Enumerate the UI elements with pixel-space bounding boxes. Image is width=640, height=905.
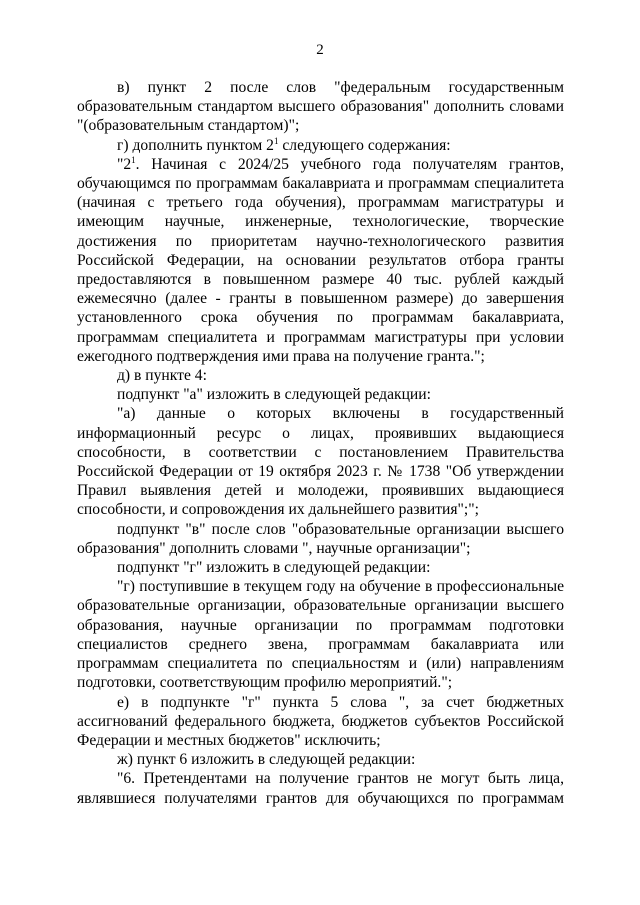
paragraph-item-zh bbox=[77, 750, 564, 769]
paragraph-item-g bbox=[77, 136, 564, 155]
paragraph-subitem-g bbox=[77, 558, 564, 577]
paragraph-text: "6. Претендентами на получение грантов не могут быть лица, являвшиеся получателями грантов для обучающихся по программам bbox=[77, 770, 564, 807]
paragraph-text: "г) поступившие в текущем году на обучение в профессиональные образовательные организации, образовательные организации высшего образования, научные организации по программам подготовки специалистов среднего звена, программам бакалавриата или программам специалитета по специальностям и (или) направлениям подготовки, соответствующим профилю мероприятий."; bbox=[77, 578, 564, 692]
paragraph-text: подпункт "в" после слов "образовательные организации высшего образования" дополнить словами ", научные организации"; bbox=[77, 520, 564, 557]
page-number: 2 bbox=[316, 42, 324, 58]
paragraph-subitem-v bbox=[77, 520, 564, 558]
paragraph-item-e bbox=[77, 693, 564, 751]
paragraph-text: . Начиная с 2024/25 учебного года получателям грантов, обучающимся по программам бакалавриата и программам специалитета (начиная с третьего года обучения), программам магистратуры и имеющим научные, инженерные, технологические, творческие достижения по приоритетам научно-технологического развития Российской Федерации, на основании результатов отбора гранты предоставляются в повышенном размере 40 тыс. рублей каждый ежемесячно (далее - гранты в повышенном размере) до завершения установленного срока обучения по программам бакалавриата, программам специалитета и программам магистратуры при условии ежегодного подтверждения ими права на получение гранта."; bbox=[77, 155, 564, 365]
superscript: 1 bbox=[131, 154, 136, 165]
paragraph-text: подпункт "г" изложить в следующей редакции: bbox=[117, 559, 431, 577]
document-body bbox=[77, 78, 564, 808]
paragraph-text: подпункт "а" изложить в следующей редакции: bbox=[117, 386, 431, 404]
paragraph-item-d bbox=[77, 366, 564, 385]
paragraph-text: г) дополнить пунктом 2 bbox=[117, 136, 274, 154]
paragraph-text: "2 bbox=[117, 155, 132, 173]
paragraph-text: е) в подпункте "г" пункта 5 слова ", за счет бюджетных ассигнований федерального бюджета, бюджетов субъектов Российской Федерации и местных бюджетов" исключить; bbox=[77, 693, 564, 749]
paragraph-text: в) пункт 2 после слов "федеральным государственным образовательным стандартом высшего образования" дополнить словами "(образовательным стандартом)"; bbox=[77, 79, 564, 135]
paragraph-text: следующего содержания: bbox=[278, 136, 451, 154]
paragraph-subitem-g-text bbox=[77, 577, 564, 692]
paragraph-clause-6 bbox=[77, 769, 564, 807]
paragraph-item-v bbox=[77, 78, 564, 136]
paragraph-subitem-a-text bbox=[77, 404, 564, 519]
paragraph-text: "а) данные о которых включены в государственный информационный ресурс о лицах, проявивших выдающиеся способности, в соответствии с постановлением Правительства Российской Федерации от 19 октября 2023 г. № 1738 "Об утверждении Правил выявления детей и молодежи, проявивших выдающиеся способности, и сопровождения их дальнейшего развития";"; bbox=[77, 405, 564, 519]
paragraph-clause-2-1 bbox=[77, 155, 564, 366]
superscript: 1 bbox=[273, 135, 279, 146]
paragraph-subitem-a bbox=[77, 385, 564, 404]
paragraph-text: ж) пункт 6 изложить в следующей редакции: bbox=[117, 751, 416, 769]
paragraph-text: д) в пункте 4: bbox=[117, 367, 207, 385]
